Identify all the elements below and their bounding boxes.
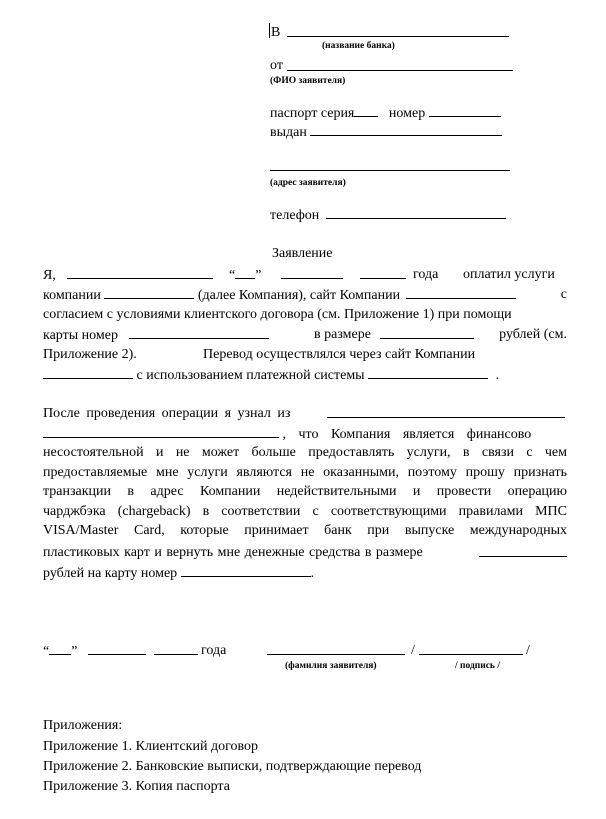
sig-slash-1: / (411, 643, 415, 658)
p1-company: компании (43, 288, 101, 303)
p2-line4: предоставляемые мне услуги являются не оказанными, поэтому прошу признать (43, 464, 567, 480)
p2-line9 (43, 564, 314, 582)
p1-amount: в размере (314, 327, 371, 342)
applicant-caption: (ФИО заявителя) (270, 76, 346, 86)
p1-transfer: Перевод осуществлялся через сайт Компании (203, 347, 476, 362)
p1-line1 (43, 266, 567, 284)
p2-card-field[interactable] (181, 564, 311, 577)
address-field[interactable] (270, 170, 510, 171)
p2-line2 (43, 425, 567, 443)
p2-line5: транзакции в адрес Компании недействительными и провести операцию (43, 484, 567, 499)
phone-line (270, 206, 506, 224)
p1-amount-field[interactable] (380, 326, 474, 339)
p2-source-field[interactable] (327, 405, 565, 418)
p2-line8-text: пластиковых карт и вернуть мне денежные средства в размере (43, 545, 423, 560)
sig-day: “ ” (43, 644, 78, 659)
p1-line4 (43, 326, 567, 344)
passport-series-label: паспорт серия (270, 106, 355, 121)
p2-body (43, 443, 567, 541)
from-prefix: от (270, 58, 283, 73)
p2-line9-text: рублей на карту номер (43, 566, 178, 581)
address-caption: (адрес заявителя) (270, 178, 346, 188)
sig-surname-field[interactable] (267, 642, 405, 655)
p2-line1 (43, 405, 567, 422)
p1-site-field[interactable] (406, 286, 516, 299)
passport-line (270, 104, 501, 122)
p1-c: с (560, 287, 567, 302)
p1-company-ref: (далее Компания), сайт Компании (197, 288, 401, 303)
p1-year-label: года (413, 267, 439, 282)
appendix-item: Приложение 2. Банковские выписки, подтверждающие перевод (43, 759, 422, 774)
p2-line3: несостоятельной и не может больше предоставлять услуги, в связи с чем (43, 445, 567, 460)
sig-month-field[interactable] (88, 642, 146, 655)
p1-payment-system: с использованием платежной системы (136, 368, 365, 383)
p1-year-field[interactable] (360, 266, 406, 279)
p2-line9-dot: . (310, 566, 315, 581)
p1-company-field[interactable] (104, 286, 194, 299)
p1-line5 (43, 346, 567, 363)
p2-that: , что Компания является финансово (282, 427, 532, 442)
passport-series-field[interactable] (354, 104, 378, 117)
passport-number-field[interactable] (429, 104, 501, 117)
p2-line7: VISA/Master Card, которые принимает банк при выпуске международных (43, 523, 567, 538)
p1-card-field[interactable] (129, 326, 269, 339)
p1-line6 (43, 366, 499, 384)
to-prefix: В (271, 25, 281, 40)
surname-caption: (фамилия заявителя) (285, 661, 377, 671)
p1-month-field[interactable] (281, 266, 343, 279)
passport-number-label: номер (388, 106, 426, 121)
sig-slash-2: / (526, 643, 530, 658)
sig-year-label: года (201, 643, 227, 658)
issued-label: выдан (270, 125, 307, 140)
sig-sign-field[interactable] (419, 642, 523, 655)
p2-refund-field[interactable] (479, 544, 567, 557)
sig-day-field[interactable] (49, 642, 71, 655)
p2-source2-field[interactable] (43, 425, 279, 438)
p1-rubles: рублей (см. (499, 327, 567, 342)
to-bank-line (269, 23, 280, 41)
p1-site2-field[interactable] (43, 366, 133, 379)
p1-paid: оплатил услуги (463, 267, 555, 282)
p2-line6: чарджбэка (chargeback) в соответствии с соответствующими правилами МПС (43, 503, 567, 519)
p2-after: После проведения операции я узнал из (43, 406, 291, 421)
sign-caption: / подпись / (455, 661, 500, 671)
p1-line2 (43, 286, 567, 304)
p1-date-quote: “ ” (229, 268, 262, 283)
bank-caption: (название банка) (322, 41, 395, 51)
document-title: Заявление (272, 246, 333, 261)
text-cursor (269, 23, 270, 38)
p1-name-field[interactable] (67, 266, 213, 279)
p1-ya: Я, (43, 268, 56, 283)
issued-field[interactable] (310, 123, 502, 136)
appendix-item: Приложение 1. Клиентский договор (43, 739, 258, 754)
p1-card-number: карты номер (43, 328, 118, 343)
p1-payment-field[interactable] (368, 366, 488, 379)
bank-name-field[interactable] (287, 36, 509, 37)
phone-label: телефон (270, 208, 320, 223)
signature-line (43, 642, 543, 660)
applicant-name-field[interactable] (287, 70, 513, 71)
issued-line (270, 123, 502, 141)
p2-line8 (43, 544, 567, 561)
sig-year-field[interactable] (154, 642, 198, 655)
p1-day-field[interactable] (235, 266, 255, 279)
p1-app2: Приложение 2). (43, 347, 137, 362)
phone-field[interactable] (326, 206, 506, 219)
p1-line3: согласием с условиями клиентского договора (см. Приложение 1) при помощи (43, 307, 512, 322)
appendix-item: Приложение 3. Копия паспорта (43, 779, 230, 794)
appendices-heading: Приложения: (43, 718, 123, 733)
p1-dot: . (495, 368, 500, 383)
